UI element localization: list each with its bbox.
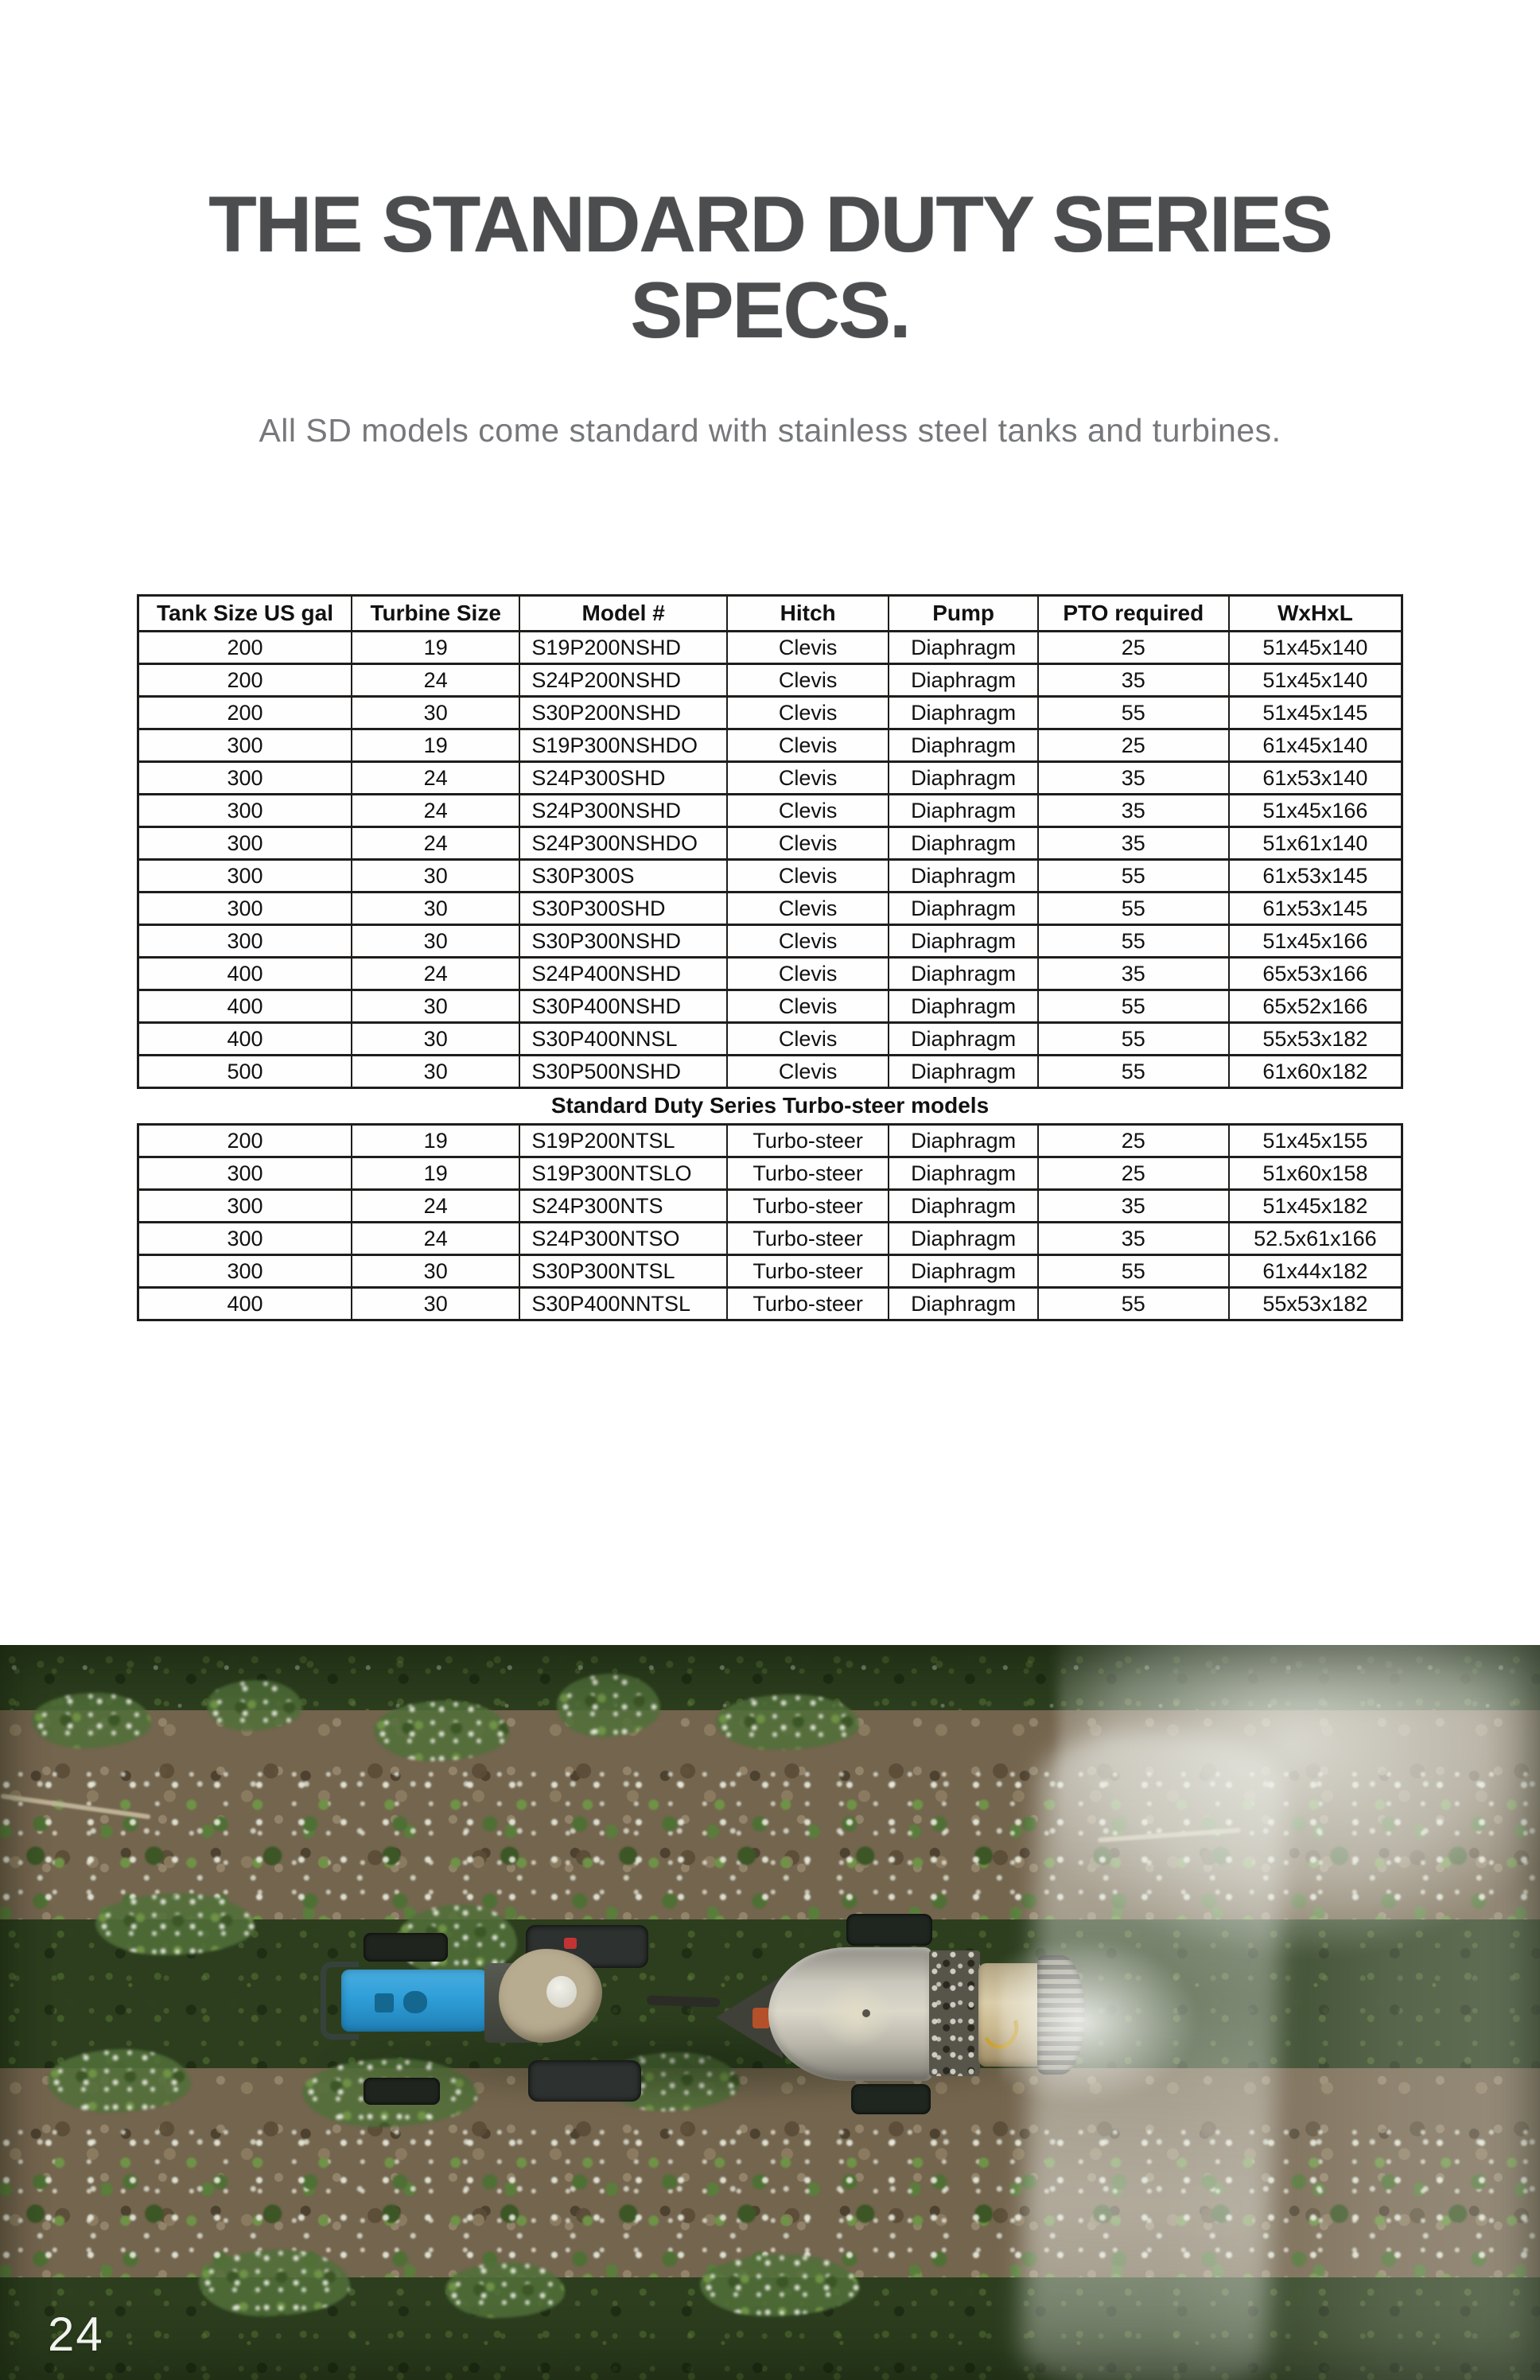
table-cell: Diaphragm: [889, 1023, 1038, 1056]
blossom-clump: [700, 2254, 859, 2316]
table-cell: 19: [352, 1157, 519, 1190]
table-row: [138, 925, 1402, 958]
table-cell: Clevis: [727, 632, 889, 664]
blossom-clump: [207, 1680, 302, 1731]
tank-worn-patch: [818, 1981, 894, 2048]
table-cell: Diaphragm: [889, 958, 1038, 990]
blossom-clump: [445, 2262, 565, 2318]
table-cell: S30P400NNSL: [519, 1023, 727, 1056]
table-cell: S30P300NTSL: [519, 1255, 727, 1288]
blossom-clump: [716, 1694, 859, 1750]
blossom-clump: [557, 1674, 660, 1737]
table-cell: Diaphragm: [889, 990, 1038, 1023]
table-cell: S30P300SHD: [519, 892, 727, 925]
table-cell: Clevis: [727, 762, 889, 795]
table-row: [138, 729, 1402, 762]
tank-strap-band: [929, 1950, 980, 2076]
tractor-rear-fender: [528, 2060, 641, 2102]
orchard-photo: [0, 1645, 1540, 2380]
table-cell: Clevis: [727, 697, 889, 729]
column-header: Pump: [889, 596, 1038, 632]
table-cell: S19P200NTSL: [519, 1125, 727, 1157]
table-cell: 200: [138, 1125, 352, 1157]
table-cell: 51x45x155: [1229, 1125, 1402, 1157]
table-cell: Clevis: [727, 1023, 889, 1056]
table-cell: Diaphragm: [889, 664, 1038, 697]
table-cell: Diaphragm: [889, 632, 1038, 664]
table-cell: 51x60x158: [1229, 1157, 1402, 1190]
table-row: [138, 1157, 1402, 1190]
table-row: [138, 795, 1402, 827]
table-cell: 300: [138, 1255, 352, 1288]
tractor-front-tire: [364, 2078, 440, 2105]
table-cell: 25: [1038, 1125, 1229, 1157]
table-cell: 19: [352, 729, 519, 762]
table-cell: 25: [1038, 632, 1229, 664]
table-cell: Turbo-steer: [727, 1223, 889, 1255]
table-cell: 61x53x145: [1229, 860, 1402, 892]
table-cell: S30P400NNTSL: [519, 1288, 727, 1320]
table-cell: Turbo-steer: [727, 1157, 889, 1190]
table-row: [138, 827, 1402, 860]
turbo-section-label: Standard Duty Series Turbo-steer models: [550, 1093, 990, 1118]
table-cell: 19: [352, 1125, 519, 1157]
table-cell: 55: [1038, 860, 1229, 892]
table-cell: 30: [352, 1255, 519, 1288]
standard-rows-body: [138, 632, 1402, 1088]
column-header: Model #: [519, 596, 727, 632]
page-number: 24: [48, 2308, 104, 2361]
table-cell: Diaphragm: [889, 729, 1038, 762]
table-cell: 55x53x182: [1229, 1023, 1402, 1056]
table-cell: S30P300NSHD: [519, 925, 727, 958]
table-cell: 51x45x166: [1229, 925, 1402, 958]
table-cell: 400: [138, 958, 352, 990]
table-cell: 400: [138, 1288, 352, 1320]
table-cell: 55x53x182: [1229, 1288, 1402, 1320]
table-cell: 300: [138, 1157, 352, 1190]
table-cell: 300: [138, 925, 352, 958]
table-row: [138, 1288, 1402, 1320]
sprayer-wheel: [851, 2084, 931, 2114]
table-cell: S24P300NTS: [519, 1190, 727, 1223]
spec-table-turbo: [137, 1123, 1403, 1321]
table-cell: S30P200NSHD: [519, 697, 727, 729]
table-row: [138, 892, 1402, 925]
table-cell: S30P400NSHD: [519, 990, 727, 1023]
table-cell: Turbo-steer: [727, 1125, 889, 1157]
table-cell: Turbo-steer: [727, 1190, 889, 1223]
tractor: [321, 1925, 648, 2116]
table-cell: 55: [1038, 925, 1229, 958]
table-cell: 30: [352, 860, 519, 892]
table-cell: 55: [1038, 892, 1229, 925]
table-cell: 35: [1038, 958, 1229, 990]
table-cell: 24: [352, 795, 519, 827]
table-row: [138, 762, 1402, 795]
table-header-row: [138, 596, 1402, 632]
page-title: [0, 181, 1540, 353]
tractor-hood: [341, 1970, 491, 2032]
column-header: PTO required: [1038, 596, 1229, 632]
table-row: [138, 1125, 1402, 1157]
table-cell: 35: [1038, 827, 1229, 860]
table-cell: Clevis: [727, 892, 889, 925]
blossom-clump: [374, 1701, 509, 1761]
hitch-detail: [752, 2008, 770, 2028]
table-cell: 400: [138, 1023, 352, 1056]
table-cell: 24: [352, 762, 519, 795]
table-cell: 55: [1038, 1255, 1229, 1288]
table-cell: 51x45x140: [1229, 664, 1402, 697]
page-title-line-1: THE STANDARD DUTY SERIES: [208, 180, 1332, 268]
table-cell: Clevis: [727, 990, 889, 1023]
table-row: [138, 958, 1402, 990]
table-cell: Diaphragm: [889, 1255, 1038, 1288]
table-cell: 61x45x140: [1229, 729, 1402, 762]
table-cell: 35: [1038, 762, 1229, 795]
table-cell: S24P300SHD: [519, 762, 727, 795]
table-row: [138, 1255, 1402, 1288]
table-cell: 61x60x182: [1229, 1056, 1402, 1088]
table-cell: S24P300NSHDO: [519, 827, 727, 860]
table-cell: Diaphragm: [889, 697, 1038, 729]
table-cell: 55: [1038, 1288, 1229, 1320]
table-cell: Turbo-steer: [727, 1288, 889, 1320]
column-header: WxHxL: [1229, 596, 1402, 632]
table-cell: 30: [352, 1288, 519, 1320]
table-cell: 300: [138, 762, 352, 795]
table-cell: 24: [352, 958, 519, 990]
table-cell: 400: [138, 990, 352, 1023]
table-cell: 24: [352, 664, 519, 697]
table-cell: 300: [138, 827, 352, 860]
table-cell: S24P200NSHD: [519, 664, 727, 697]
table-cell: Clevis: [727, 860, 889, 892]
table-cell: S24P400NSHD: [519, 958, 727, 990]
hood-vent: [403, 1991, 427, 2013]
table-cell: 30: [352, 1023, 519, 1056]
tractor-front-tire: [364, 1933, 448, 1962]
table-cell: 19: [352, 632, 519, 664]
table-cell: Diaphragm: [889, 827, 1038, 860]
table-cell: S24P300NTSO: [519, 1223, 727, 1255]
column-header: Hitch: [727, 596, 889, 632]
stainless-tank: [768, 1947, 932, 2081]
table-cell: 25: [1038, 1157, 1229, 1190]
table-cell: 55: [1038, 990, 1229, 1023]
table-row: [138, 1223, 1402, 1255]
table-cell: Clevis: [727, 925, 889, 958]
operator-helmet: [546, 1976, 577, 2008]
table-cell: 51x45x140: [1229, 632, 1402, 664]
table-cell: Clevis: [727, 827, 889, 860]
table-cell: Diaphragm: [889, 1125, 1038, 1157]
table-cell: 30: [352, 925, 519, 958]
page-title-line-2: SPECS.: [630, 266, 910, 354]
table-cell: 61x44x182: [1229, 1255, 1402, 1288]
table-cell: 200: [138, 697, 352, 729]
table-cell: S19P300NTSLO: [519, 1157, 727, 1190]
table-cell: 300: [138, 1190, 352, 1223]
table-cell: 55: [1038, 1056, 1229, 1088]
table-row: [138, 697, 1402, 729]
blossom-clump: [32, 1693, 151, 1748]
table-cell: 200: [138, 664, 352, 697]
table-cell: 30: [352, 697, 519, 729]
table-row: [138, 664, 1402, 697]
table-cell: 35: [1038, 664, 1229, 697]
table-cell: Clevis: [727, 1056, 889, 1088]
table-cell: Diaphragm: [889, 892, 1038, 925]
table-row: [138, 860, 1402, 892]
spec-table-section: [137, 594, 1403, 1321]
table-cell: 24: [352, 827, 519, 860]
table-cell: S19P200NSHD: [519, 632, 727, 664]
table-cell: 61x53x145: [1229, 892, 1402, 925]
table-cell: Diaphragm: [889, 795, 1038, 827]
table-cell: Diaphragm: [889, 1190, 1038, 1223]
table-cell: Clevis: [727, 958, 889, 990]
table-cell: 51x45x182: [1229, 1190, 1402, 1223]
seat-detail: [564, 1938, 577, 1949]
table-cell: Diaphragm: [889, 1223, 1038, 1255]
table-cell: S24P300NSHD: [519, 795, 727, 827]
table-cell: Diaphragm: [889, 925, 1038, 958]
table-cell: Diaphragm: [889, 1056, 1038, 1088]
table-cell: 35: [1038, 795, 1229, 827]
table-cell: 65x52x166: [1229, 990, 1402, 1023]
table-cell: 52.5x61x166: [1229, 1223, 1402, 1255]
spec-table-standard: [137, 594, 1403, 1089]
table-cell: Turbo-steer: [727, 1255, 889, 1288]
table-cell: 300: [138, 729, 352, 762]
table-cell: Diaphragm: [889, 762, 1038, 795]
table-cell: 35: [1038, 1223, 1229, 1255]
table-cell: 51x61x140: [1229, 827, 1402, 860]
table-cell: 51x45x166: [1229, 795, 1402, 827]
table-cell: 30: [352, 892, 519, 925]
table-row: [138, 990, 1402, 1023]
table-cell: Clevis: [727, 664, 889, 697]
blossom-clump: [199, 2250, 350, 2316]
table-cell: 300: [138, 892, 352, 925]
table-cell: 24: [352, 1223, 519, 1255]
column-header: Turbine Size: [352, 596, 519, 632]
table-cell: 35: [1038, 1190, 1229, 1223]
table-row: [138, 632, 1402, 664]
table-cell: 500: [138, 1056, 352, 1088]
table-cell: 61x53x140: [1229, 762, 1402, 795]
turbo-rows-body: [138, 1125, 1402, 1320]
table-cell: 55: [1038, 1023, 1229, 1056]
blossom-clump: [95, 1893, 255, 1955]
blossom-clump: [48, 2049, 191, 2113]
column-header: Tank Size US gal: [138, 596, 352, 632]
table-row: [138, 1056, 1402, 1088]
table-cell: Clevis: [727, 729, 889, 762]
table-cell: Diaphragm: [889, 1157, 1038, 1190]
table-cell: 30: [352, 990, 519, 1023]
table-cell: S19P300NSHDO: [519, 729, 727, 762]
spray-mist-haze: [1161, 1645, 1540, 2380]
table-cell: Diaphragm: [889, 860, 1038, 892]
table-row: [138, 1190, 1402, 1223]
table-cell: Clevis: [727, 795, 889, 827]
table-cell: 300: [138, 795, 352, 827]
table-cell: 200: [138, 632, 352, 664]
table-cell: S30P500NSHD: [519, 1056, 727, 1088]
page-subtitle: All SD models come standard with stainless steel tanks and turbines.: [259, 412, 1281, 449]
sprayer-wheel: [846, 1914, 932, 1946]
table-cell: 55: [1038, 697, 1229, 729]
hood-vent: [375, 1993, 394, 2012]
table-cell: 300: [138, 1223, 352, 1255]
table-cell: 24: [352, 1190, 519, 1223]
table-cell: 300: [138, 860, 352, 892]
table-cell: 30: [352, 1056, 519, 1088]
table-row: [138, 1023, 1402, 1056]
table-cell: 65x53x166: [1229, 958, 1402, 990]
table-cell: S30P300S: [519, 860, 727, 892]
table-cell: 25: [1038, 729, 1229, 762]
table-cell: Diaphragm: [889, 1288, 1038, 1320]
tank-lid: [862, 2009, 870, 2017]
table-cell: 51x45x145: [1229, 697, 1402, 729]
